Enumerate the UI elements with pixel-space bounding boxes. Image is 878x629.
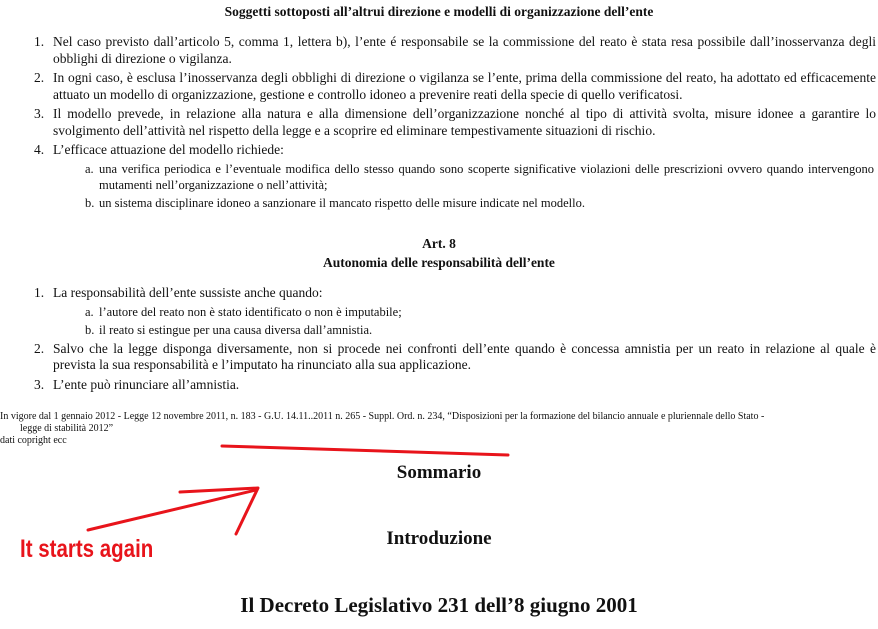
- item-text: L’efficace attuazione del modello richiede:: [53, 142, 284, 157]
- footnote: [0, 411, 876, 447]
- list-item: [0, 377, 878, 394]
- section-title: Soggetti sottoposti all’altrui direzione e modelli di organizzazione dell’ente: [224, 4, 654, 19]
- item-text: L’ente può rinunciare all’amnistia.: [53, 376, 240, 392]
- footnote-line: legge di stabilità 2012”: [20, 423, 114, 434]
- article-title: Autonomia delle responsabilità dell’ente: [323, 255, 555, 270]
- sub-item-letter: b.: [85, 322, 95, 337]
- sub-item-text: un sistema disciplinare idoneo a sanzionare il mancato rispetto delle misure indicate nel modello.: [99, 195, 585, 210]
- sub-item: [0, 161, 876, 193]
- introduzione-heading: Introduzione: [386, 528, 492, 549]
- underline-stroke: [222, 446, 508, 455]
- item-number: 1.: [34, 34, 45, 49]
- sub-item-letter: a.: [85, 304, 94, 319]
- sub-item: [0, 322, 876, 338]
- item-text: Il modello prevede, in relazione alla natura e alla dimensione dell’organizzazione nonché al tipo di attività svolta, misure idonee a garantire lo svolgimento dell’attività nel rispetto della legge e a scoprire ed eliminare tempestivamente situazioni di rischio.: [53, 106, 876, 138]
- sub-item-letter: b.: [85, 195, 95, 210]
- footnote-line: In vigore dal 1 gennaio 2012 - Legge 12 novembre 2011, n. 183 - G.U. 14.11..2011 n. 265 - Suppl. Ord. n. 234, “Disposizioni per la formazione del bilancio annuale e pluriennale dello Stato -: [0, 411, 765, 422]
- item-number: 4.: [34, 142, 45, 157]
- item-number: 3.: [34, 106, 45, 121]
- item-number: 2.: [34, 340, 45, 356]
- item-number: 3.: [34, 376, 45, 392]
- sub-item-text: l’autore del reato non è stato identificato o non è imputabile;: [99, 304, 402, 319]
- autonomy-list: [0, 285, 878, 396]
- arrow-shaft: [88, 490, 256, 530]
- sub-item: [0, 195, 876, 211]
- annotation-label: It starts again: [20, 535, 154, 563]
- list-item: [0, 70, 878, 103]
- item-text: In ogni caso, è esclusa l’inosservanza degli obblighi di direzione o vigilanza se l’ente, prima della commissione del reato, ha adottato ed efficacemente attuato un modello di organizzazione, gestione e controllo idoneo a prevenire reati della specie di quello verificatosi.: [53, 70, 876, 102]
- list-item: [0, 341, 878, 374]
- obligations-list: [0, 34, 878, 214]
- list-item: [0, 106, 878, 139]
- footnote-line: dati copright ecc: [0, 435, 67, 446]
- list-item: [0, 285, 878, 338]
- item-number: 1.: [34, 285, 45, 300]
- item-number: 2.: [34, 70, 45, 85]
- sub-item-text: il reato si estingue per una causa diversa dall’amnistia.: [99, 322, 373, 337]
- sub-item-text: una verifica periodica e l’eventuale modifica dello stesso quando sono scoperte significative violazioni delle prescrizioni ovvero quando intervengono mutamenti nell’organizzazione o nell’attività;: [99, 161, 874, 192]
- article-label: Art. 8: [422, 236, 456, 251]
- item-text: Salvo che la legge disponga diversamente, non si procede nei confronti dell’ente quando è concessa amnistia per un reato in relazione al quale è prevista la sua responsabilità e l’imputato ha rinunciato alla sua applicazione.: [53, 340, 876, 372]
- item-text: Nel caso previsto dall’articolo 5, comma 1, lettera b), l’ente é responsabile se la commissione del reato è stata resa possibile dall’inosservanza degli obblighi di direzione o vigilanza.: [53, 34, 876, 66]
- item-text: La responsabilità dell’ente sussiste anche quando:: [53, 285, 323, 300]
- sommario-heading: Sommario: [396, 462, 482, 483]
- decreto-title: Il Decreto Legislativo 231 dell’8 giugno 2001: [240, 593, 638, 617]
- list-item: [0, 34, 878, 67]
- sub-item-letter: a.: [85, 161, 94, 176]
- list-item: [0, 142, 878, 211]
- sub-item: [0, 304, 876, 320]
